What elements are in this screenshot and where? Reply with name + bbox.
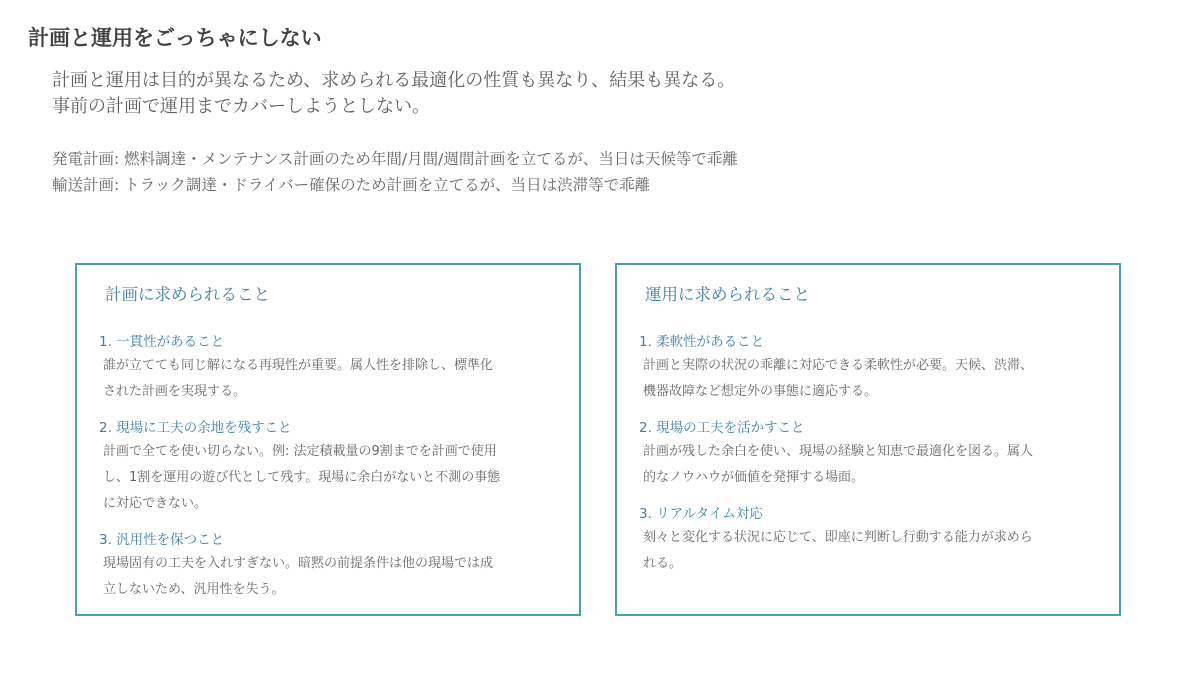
item-body-line: れる。 [643,556,683,571]
item-heading: 1. 一貫性があること [99,334,225,350]
item-body-line: 計画と実際の状況の乖離に対応できる柔軟性が必要。天候、渋滞、 [643,358,1034,373]
item-body-line: 立しないため、汎用性を失う。 [103,582,285,597]
operation-list [639,331,1079,589]
item-body-line: 機器故障など想定外の事態に適応する。 [643,384,878,399]
list-item [639,417,1079,491]
page-title: 計画と運用をごっちゃにしない [28,26,322,50]
item-body-line: に対応できない。 [103,496,208,511]
item-body-line: 計画で全てを使い切らない。例: 法定積載量の9割までを計画で使用 [103,444,497,459]
item-heading: 3. 汎用性を保つこと [99,532,225,548]
lead-text [52,68,1152,120]
item-body-line: 計画が残した余白を使い、現場の経験と知恵で最適化を図る。属人 [643,444,1034,459]
item-body-line: 現場固有の工夫を入れすぎない。暗黙の前提条件は他の現場では成 [103,556,494,571]
lead-line: 事前の計画で運用までカバーしようとしない。 [52,96,430,117]
item-body-line: 的なノウハウが価値を発揮する場面。 [643,470,865,485]
planning-requirements-box [75,263,581,616]
list-item [99,331,539,405]
list-item [639,503,1079,577]
item-body-line: し、1割を運用の遊び代として残す。現場に余白がないと不測の事態 [103,470,501,485]
item-body-line: 刻々と変化する状況に応じて、即座に判断し行動する能力が求めら [643,530,1033,545]
lead-line: 計画と運用は目的が異なるため、求められる最適化の性質も異なり、結果も異なる。 [52,70,736,91]
item-heading: 2. 現場の工夫を活かすこと [639,420,805,436]
list-item [99,529,539,603]
example-transport-plan: 輸送計画: トラック調達・ドライバー確保のため計画を立てるが、当日は渋滞等で乖離 [52,176,651,194]
item-heading: 1. 柔軟性があること [639,334,765,350]
planning-list [99,331,539,615]
planning-heading: 計画に求められること [105,285,270,304]
operation-requirements-box [615,263,1121,616]
operation-heading: 運用に求められること [645,285,810,304]
item-body-line: された計画を実現する。 [103,384,247,399]
item-body-line: 誰が立てても同じ解になる再現性が重要。属人性を排除し、標準化 [103,358,494,373]
examples [52,146,1152,198]
item-heading: 3. リアルタイム対応 [639,506,763,522]
list-item [99,417,539,517]
list-item [639,331,1079,405]
example-power-plan: 発電計画: 燃料調達・メンテナンス計画のため年間/月間/週間計画を立てるが、当日は天候等で乖離 [52,150,738,168]
item-heading: 2. 現場に工夫の余地を残すこと [99,420,292,436]
